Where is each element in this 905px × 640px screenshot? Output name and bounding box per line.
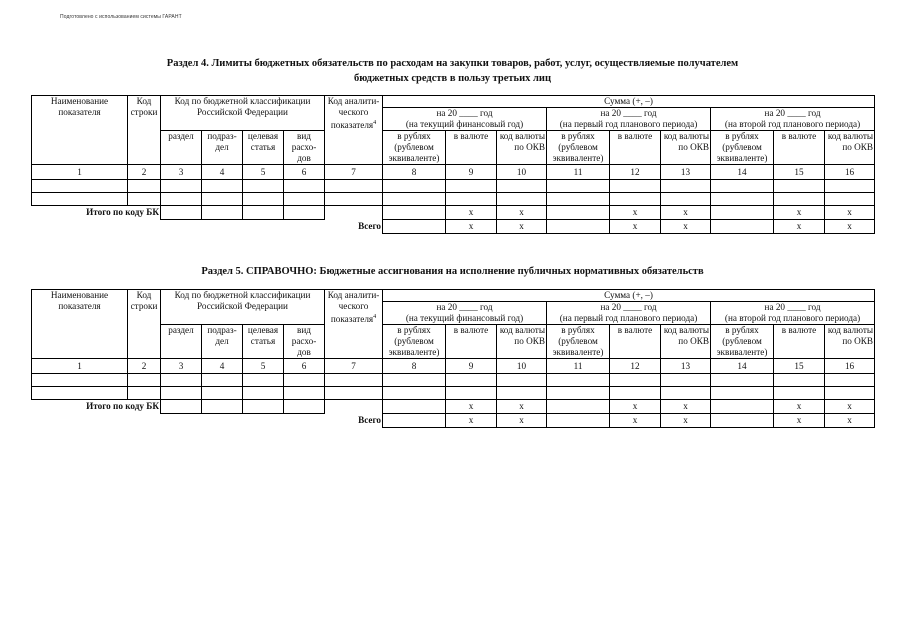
total-bk-row [32,206,875,220]
x-mark: x [610,206,661,220]
x-mark: x [825,206,875,220]
sub-rub: в рублях (рублевом эквиваленте) [547,325,610,359]
header-code-row: Код строки [128,290,161,359]
x-mark: x [446,414,497,428]
col-number: 16 [825,165,875,180]
section5-table [31,289,875,428]
x-mark: x [825,400,875,414]
table-row [32,180,875,193]
table-row [32,193,875,206]
section4-title-line2: бюджетных средств в пользу третьих лиц [353,73,552,84]
col-number: 13 [661,165,711,180]
header-bk: Код по бюджетной классификации Российской Федерации [161,290,325,325]
col-number: 2 [128,359,161,374]
col-number: 6 [284,165,325,180]
sub-rub: в рублях (рублевом эквиваленте) [383,325,446,359]
header-name: Наименование показателя [32,96,128,165]
header-year-first: на 20 ____ год (на первый год планового периода) [547,302,711,325]
col-number: 5 [243,359,284,374]
x-mark: x [610,220,661,234]
x-mark: x [661,206,711,220]
total-bk-label: Итого по коду БК [86,207,159,218]
table-row [32,387,875,400]
x-mark: x [446,400,497,414]
table-row [32,374,875,387]
header-analytic: Код аналити-ческого показателя$^4$ [325,290,383,359]
sub-val: в валюте [774,131,825,165]
x-mark: x [446,206,497,220]
section4-table [31,95,875,234]
col-number: 6 [284,359,325,374]
col-number: 15 [774,165,825,180]
x-mark: x [610,414,661,428]
sub-rub: в рублях (рублевом эквиваленте) [547,131,610,165]
x-mark: x [774,220,825,234]
col-number: 12 [610,165,661,180]
total-all-label: Всего [358,221,381,232]
col-number: 11 [547,359,610,374]
x-mark: x [661,414,711,428]
sub-val: в валюте [774,325,825,359]
header-year-current: на 20 ____ год (на текущий финансовый год) [383,108,547,131]
x-mark: x [774,400,825,414]
sub-razdel: раздел [161,131,202,165]
sub-okv: код валюты по ОКВ [497,131,547,165]
sub-okv: код валюты по ОКВ [497,325,547,359]
col-number: 12 [610,359,661,374]
col-number: 15 [774,359,825,374]
x-mark: x [825,414,875,428]
header-year-second: на 20 ____ год (на второй год планового периода) [711,108,875,131]
x-mark: x [497,220,547,234]
section5-title: Раздел 5. СПРАВОЧНО: Бюджетные ассигнования на исполнение публичных нормативных обязательств [201,266,704,277]
x-mark: x [774,206,825,220]
x-mark: x [497,414,547,428]
x-mark: x [661,400,711,414]
garant-watermark: Подготовлено с использованием системы ГАРАНТ [60,14,182,20]
col-number: 11 [547,165,610,180]
x-mark: x [497,400,547,414]
sub-rub: в рублях (рублевом эквиваленте) [711,325,774,359]
sub-razdel: раздел [161,325,202,359]
sub-okv: код валюты по ОКВ [661,325,711,359]
col-number: 8 [383,359,446,374]
header-year-current: на 20 ____ год (на текущий финансовый год) [383,302,547,325]
sub-rub: в рублях (рублевом эквиваленте) [711,131,774,165]
header-analytic: Код аналити-ческого показателя$^4$ [325,96,383,165]
sub-podrazdel: подраз-дел [202,325,243,359]
header-name: Наименование показателя [32,290,128,359]
total-all-label: Всего [358,415,381,426]
col-number: 10 [497,165,547,180]
sub-rub: в рублях (рублевом эквиваленте) [383,131,446,165]
sub-podrazdel: подраз-дел [202,131,243,165]
header-bk: Код по бюджетной классификации Российской Федерации [161,96,325,131]
col-number: 14 [711,359,774,374]
sub-val: в валюте [446,325,497,359]
header-sum: Сумма (+, –) [383,96,875,108]
col-number: 4 [202,165,243,180]
col-number: 2 [128,165,161,180]
col-number: 1 [32,165,128,180]
sub-val: в валюте [610,131,661,165]
x-mark: x [825,220,875,234]
col-number: 16 [825,359,875,374]
total-bk-label: Итого по коду БК [86,401,159,412]
x-mark: x [446,220,497,234]
col-number: 7 [325,359,383,374]
sub-val: в валюте [446,131,497,165]
header-year-first: на 20 ____ год (на первый год планового периода) [547,108,711,131]
sub-val: в валюте [610,325,661,359]
sub-celevaya: целевая статья [243,325,284,359]
total-bk-row [32,400,875,414]
x-mark: x [497,206,547,220]
col-number: 14 [711,165,774,180]
sub-vid: вид расхо-дов [284,131,325,165]
col-number: 9 [446,359,497,374]
col-number: 1 [32,359,128,374]
sub-celevaya: целевая статья [243,131,284,165]
sub-okv: код валюты по ОКВ [825,325,875,359]
col-number: 13 [661,359,711,374]
col-number: 3 [161,359,202,374]
x-mark: x [774,414,825,428]
col-number: 7 [325,165,383,180]
sub-vid: вид расхо-дов [284,325,325,359]
total-all-row [32,414,875,428]
header-code-row: Код строки [128,96,161,165]
sub-okv: код валюты по ОКВ [661,131,711,165]
total-all-row [32,220,875,234]
col-number: 10 [497,359,547,374]
col-number: 9 [446,165,497,180]
col-number: 4 [202,359,243,374]
col-number: 3 [161,165,202,180]
col-number: 8 [383,165,446,180]
col-number: 5 [243,165,284,180]
section4-title-line1: Раздел 4. Лимиты бюджетных обязательств по расходам на закупки товаров, работ, услуг, осуществляемые получателем [166,58,739,69]
header-year-second: на 20 ____ год (на второй год планового периода) [711,302,875,325]
x-mark: x [610,400,661,414]
x-mark: x [661,220,711,234]
header-sum: Сумма (+, –) [383,290,875,302]
sub-okv: код валюты по ОКВ [825,131,875,165]
